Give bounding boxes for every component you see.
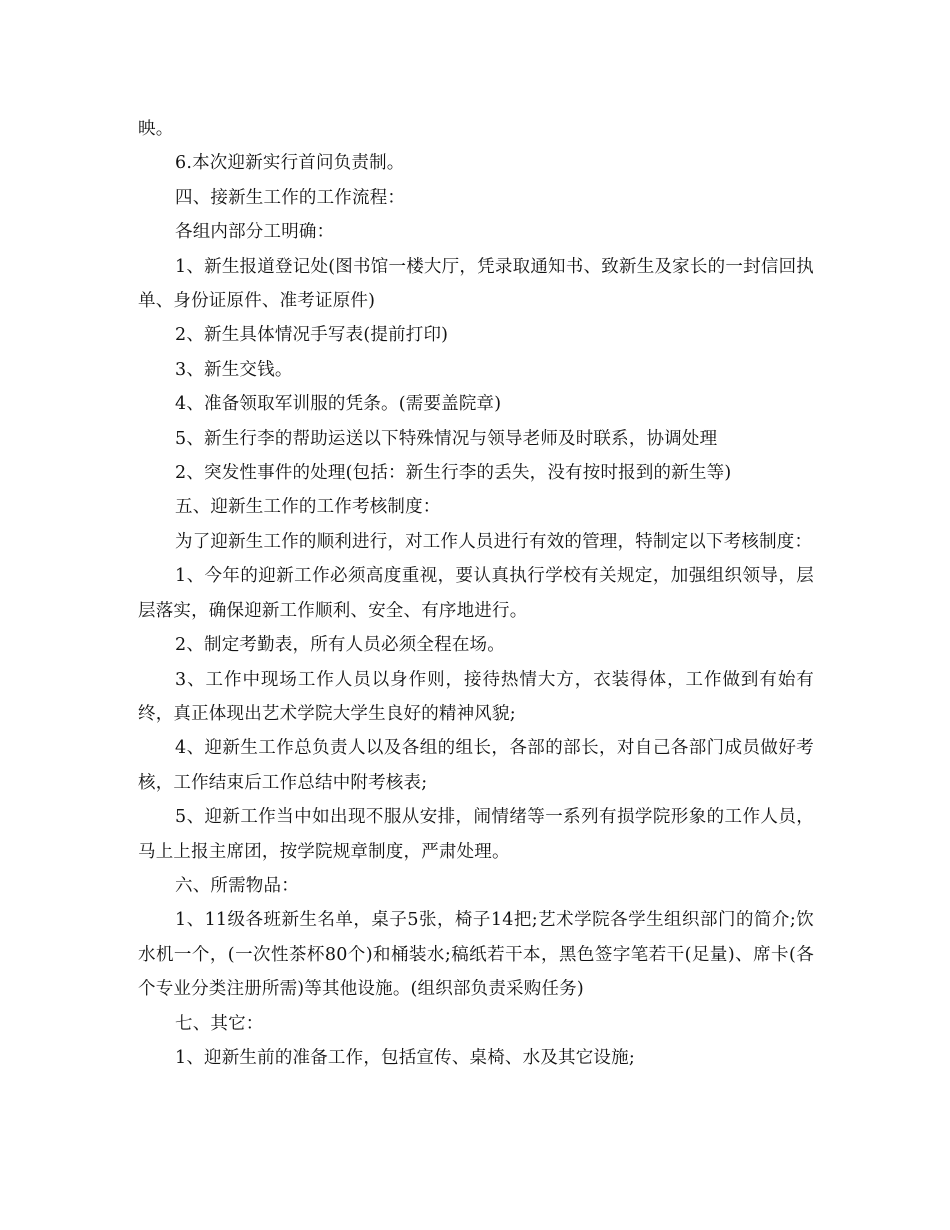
paragraph-assessment-1: 1、今年的迎新工作必须高度重视，要认真执行学校有关规定，加强组织领导，层层落实，确保迎新工作顺利、安全、有序地进行。	[138, 566, 814, 621]
paragraph-uniform-voucher: 4、准备领取军训服的凭条。(需要盖院章)	[175, 394, 502, 415]
paragraph-emergencies: 2、突发性事件的处理(包括：新生行李的丢失，没有按时报到的新生等)	[175, 463, 732, 484]
paragraph-assessment-2: 2、制定考勤表，所有人员必须全程在场。	[175, 635, 505, 656]
section-heading-workflow: 四、接新生工作的工作流程：	[175, 187, 406, 208]
paragraph-handwritten-form: 2、新生具体情况手写表(提前打印)	[175, 325, 449, 346]
paragraph-registration: 1、新生报道登记处(图书馆一楼大厅，凭录取通知书、致新生及家长的一封信回执单、身份证原件、准考证原件)	[138, 256, 814, 312]
paragraph-preparation: 1、迎新生前的准备工作，包括宣传、桌椅、水及其它设施;	[175, 1047, 635, 1068]
paragraph-continuation: 映。	[138, 119, 174, 139]
paragraph-assessment-4: 4、迎新生工作总负责人以及各组的组长，各部的部长，对自己各部门成员做好考核，工作结束后工作总结中附考核表;	[138, 738, 814, 793]
paragraph-payment: 3、新生交钱。	[175, 359, 293, 380]
document-body	[138, 112, 814, 1075]
paragraph-luggage: 5、新生行李的帮助运送以下特殊情况与领导老师及时联系，协调处理	[175, 428, 718, 449]
paragraph-assessment-5: 5、迎新工作当中如出现不服从安排，闹情绪等一系列有损学院形象的工作人员，马上上报主席团，按学院规章制度，严肃处理。	[138, 807, 814, 862]
paragraph-division-of-work: 各组内部分工明确：	[175, 222, 335, 243]
section-heading-assessment: 五、迎新生工作的工作考核制度：	[175, 497, 441, 518]
paragraph-assessment-intro: 为了迎新生工作的顺利进行，对工作人员进行有效的管理，特制定以下考核制度：	[175, 531, 813, 552]
paragraph-supplies-list: 1、11级各班新生名单，桌子5张，椅子14把;艺术学院各学生组织部门的简介;饮水机一个，(一次性茶杯80个)和桶装水;稿纸若干本，黑色签字笔若干(足量)、席卡(各个专业分类注册所需)等其他设施。(组织部负责采购任务)	[138, 910, 814, 1000]
paragraph-assessment-3: 3、工作中现场工作人员以身作则，接待热情大方，衣装得体，工作做到有始有终，真正体现出艺术学院大学生良好的精神风貌;	[138, 669, 814, 724]
paragraph-item-6: 6.本次迎新实行首问负责制。	[175, 153, 405, 174]
section-heading-other: 七、其它：	[175, 1013, 264, 1034]
section-heading-supplies: 六、所需物品：	[175, 875, 299, 896]
